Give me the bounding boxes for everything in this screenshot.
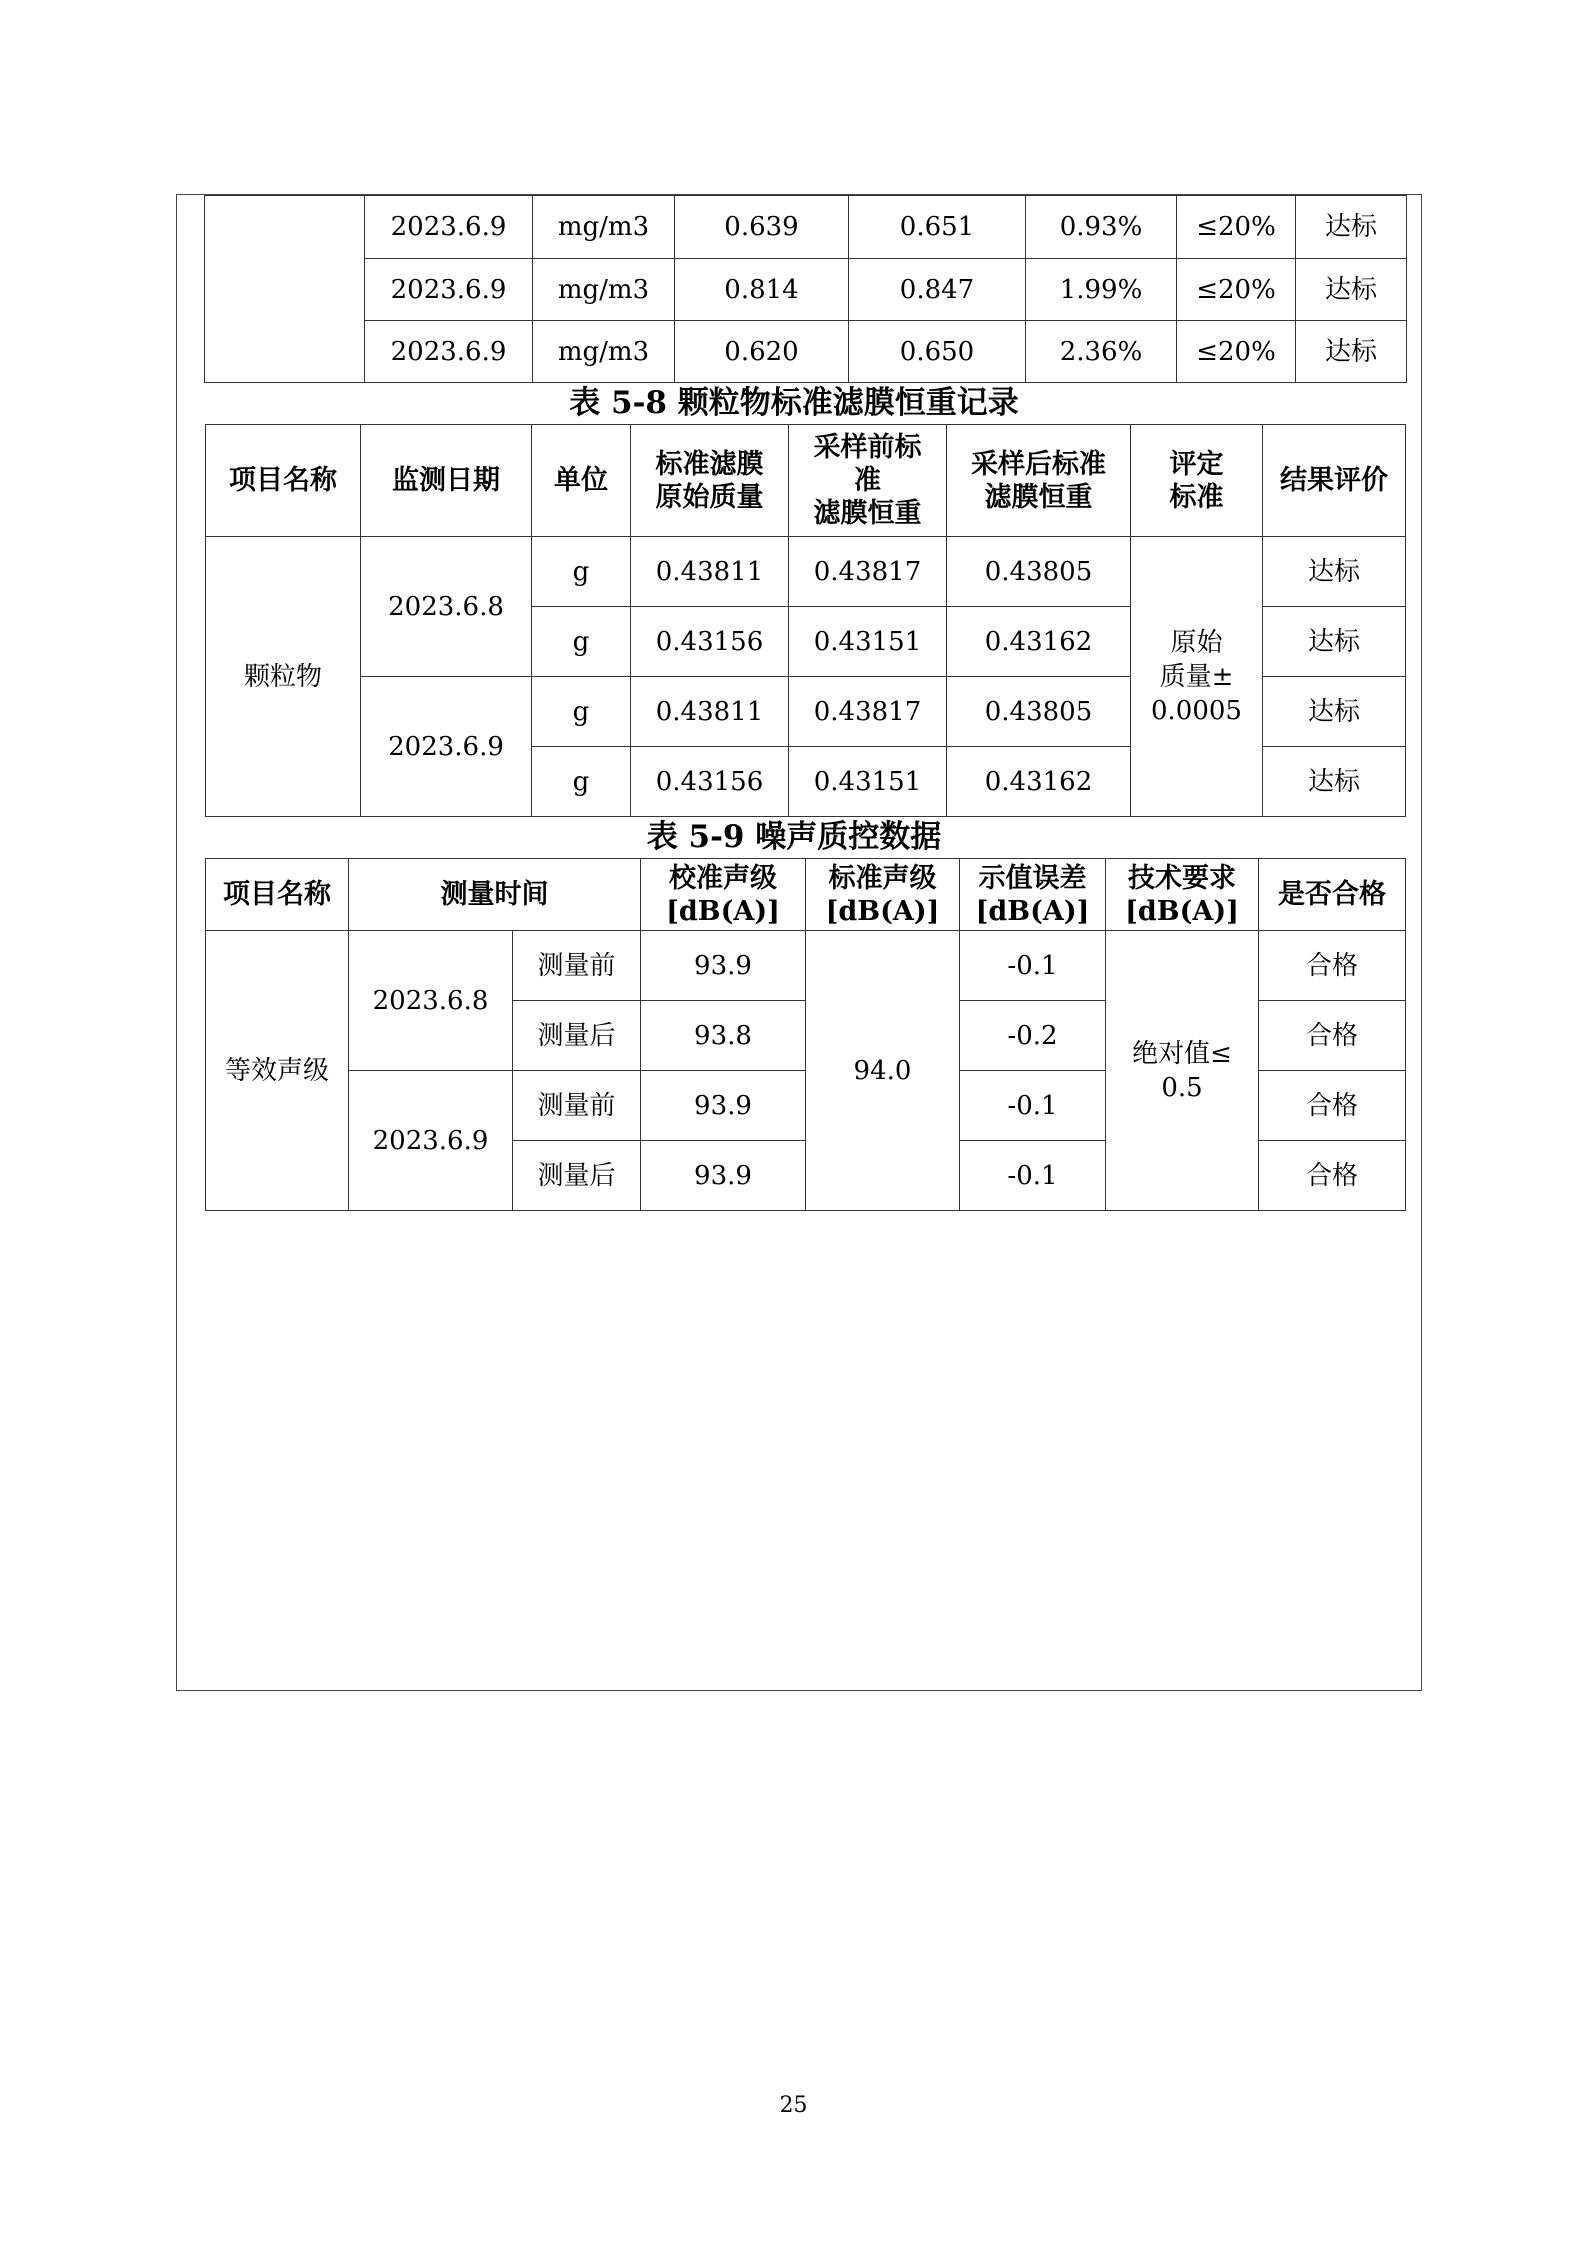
value-cell: 0.847 [849, 259, 1026, 321]
after-cell: 0.43162 [947, 607, 1131, 677]
unit-cell: g [532, 537, 631, 607]
header-calibration-level: 校准声级 [dB(A)] [641, 859, 806, 931]
error-cell: -0.1 [960, 1071, 1106, 1141]
result-cell: 达标 [1296, 321, 1407, 383]
table-header-row [206, 425, 1406, 537]
table-top-continuation [204, 195, 1407, 383]
before-cell: 0.43151 [789, 747, 947, 817]
value-cell: 0.814 [675, 259, 849, 321]
error-cell: -0.1 [960, 931, 1106, 1001]
calibration-cell: 93.9 [641, 1141, 806, 1211]
header-item-name: 项目名称 [206, 859, 349, 931]
before-cell: 0.43817 [789, 677, 947, 747]
header-standard-level: 标准声级 [dB(A)] [806, 859, 960, 931]
header-requirement: 技术要求 [dB(A)] [1106, 859, 1259, 931]
standard-cell: ≤20% [1177, 196, 1296, 259]
item-name-cell [205, 196, 365, 383]
date-cell: 2023.6.9 [365, 196, 533, 259]
table-5-8-caption: 表 5-8 颗粒物标准滤膜恒重记录 [569, 385, 1019, 421]
table-row [205, 196, 1407, 259]
result-cell: 达标 [1263, 677, 1406, 747]
standard-level-cell: 94.0 [806, 931, 960, 1211]
original-mass-cell: 0.43156 [631, 747, 789, 817]
unit-cell: g [532, 607, 631, 677]
header-item-name: 项目名称 [206, 425, 361, 537]
result-cell: 合格 [1259, 931, 1406, 1001]
relative-deviation-cell: 0.93% [1026, 196, 1177, 259]
after-cell: 0.43805 [947, 537, 1131, 607]
standard-cell: ≤20% [1177, 321, 1296, 383]
error-cell: -0.2 [960, 1001, 1106, 1071]
table-row [206, 537, 1406, 607]
table-row [205, 321, 1407, 383]
before-cell: 0.43817 [789, 537, 947, 607]
date-cell: 2023.6.9 [361, 677, 532, 817]
header-measure-time: 测量时间 [349, 859, 641, 931]
table-5-8 [205, 424, 1406, 817]
value-cell: 0.620 [675, 321, 849, 383]
original-mass-cell: 0.43811 [631, 537, 789, 607]
header-after-sampling: 采样后标准 滤膜恒重 [947, 425, 1131, 537]
original-mass-cell: 0.43156 [631, 607, 789, 677]
table-row [205, 259, 1407, 321]
item-name-cell: 等效声级 [206, 931, 349, 1211]
result-cell: 达标 [1263, 747, 1406, 817]
unit-cell: mg/m3 [533, 259, 675, 321]
relative-deviation-cell: 1.99% [1026, 259, 1177, 321]
result-cell: 达标 [1263, 537, 1406, 607]
header-indication-error: 示值误差 [dB(A)] [960, 859, 1106, 931]
result-cell: 达标 [1296, 196, 1407, 259]
header-original-mass: 标准滤膜 原始质量 [631, 425, 789, 537]
result-cell: 达标 [1263, 607, 1406, 677]
calibration-cell: 93.9 [641, 931, 806, 1001]
after-cell: 0.43805 [947, 677, 1131, 747]
standard-cell: 原始 质量± 0.0005 [1131, 537, 1263, 817]
phase-cell: 测量后 [513, 1001, 641, 1071]
standard-cell: ≤20% [1177, 259, 1296, 321]
item-name-cell: 颗粒物 [206, 537, 361, 817]
calibration-cell: 93.8 [641, 1001, 806, 1071]
date-cell: 2023.6.8 [349, 931, 513, 1071]
phase-cell: 测量前 [513, 931, 641, 1001]
header-qualified: 是否合格 [1259, 859, 1406, 931]
value-cell: 0.650 [849, 321, 1026, 383]
unit-cell: mg/m3 [533, 196, 675, 259]
table-header-row [206, 859, 1406, 931]
relative-deviation-cell: 2.36% [1026, 321, 1177, 383]
header-standard: 评定 标准 [1131, 425, 1263, 537]
phase-cell: 测量后 [513, 1141, 641, 1211]
original-mass-cell: 0.43811 [631, 677, 789, 747]
table-row [206, 931, 1406, 1001]
after-cell: 0.43162 [947, 747, 1131, 817]
value-cell: 0.651 [849, 196, 1026, 259]
header-unit: 单位 [532, 425, 631, 537]
error-cell: -0.1 [960, 1141, 1106, 1211]
unit-cell: g [532, 747, 631, 817]
page-number: 25 [779, 2093, 808, 2118]
phase-cell: 测量前 [513, 1071, 641, 1141]
value-cell: 0.639 [675, 196, 849, 259]
date-cell: 2023.6.9 [365, 321, 533, 383]
result-cell: 达标 [1296, 259, 1407, 321]
table-5-9-caption: 表 5-9 噪声质控数据 [646, 819, 942, 855]
date-cell: 2023.6.8 [361, 537, 532, 677]
unit-cell: mg/m3 [533, 321, 675, 383]
result-cell: 合格 [1259, 1071, 1406, 1141]
before-cell: 0.43151 [789, 607, 947, 677]
calibration-cell: 93.9 [641, 1071, 806, 1141]
requirement-cell: 绝对值≤ 0.5 [1106, 931, 1259, 1211]
header-result: 结果评价 [1263, 425, 1406, 537]
unit-cell: g [532, 677, 631, 747]
result-cell: 合格 [1259, 1141, 1406, 1211]
table-5-9 [205, 858, 1406, 1211]
result-cell: 合格 [1259, 1001, 1406, 1071]
date-cell: 2023.6.9 [349, 1071, 513, 1211]
header-date: 监测日期 [361, 425, 532, 537]
header-before-sampling: 采样前标 准 滤膜恒重 [789, 425, 947, 537]
date-cell: 2023.6.9 [365, 259, 533, 321]
